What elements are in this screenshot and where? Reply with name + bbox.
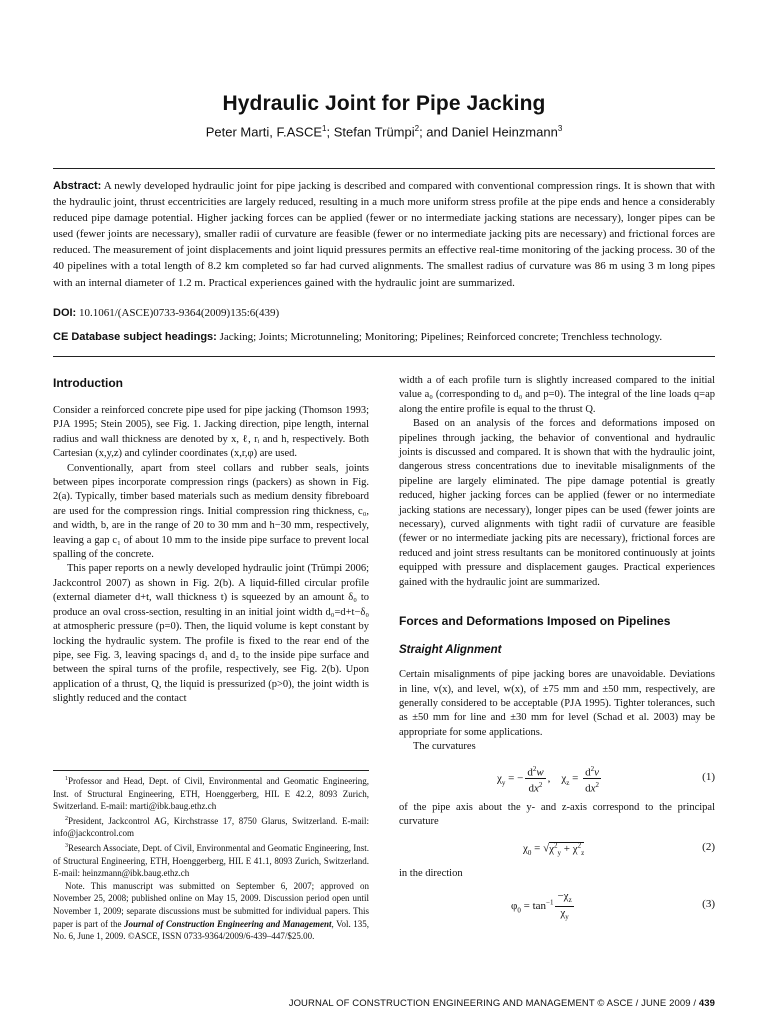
footnotes — [53, 770, 369, 943]
direction-text: in the direction — [399, 868, 463, 880]
subject-headings-label: CE Database subject headings: — [53, 331, 217, 343]
equation-2 — [399, 837, 715, 859]
intro-paragraph-4: Based on an analysis of the forces and deformations imposed on pipelines through jacking, the behavior of conventional and hydraulic joints is discussed and compared. It is shown that with the hydraulic joint, dangerous stress concentrations due to inevitable misalignments of the pipeline are largely eliminated. The pipe damage potential is greatly reduced, higher jacking forces can be applied (fewer or no intermediate jacking stations are necessary), longer pipes can be used (fewer joints are necessary), curved alignments with tight radii of curvature are feasible (fewer or no intermediate jacking pits are necessary), frictional forces are reduced and joint stress resultants can be monitored continuously at joints equipped with pressure and displacement gauges. Practical experiences gained with the hydraulic joint are summarized. — [399, 418, 715, 588]
page-number: 439 — [698, 998, 715, 1009]
equation-3 — [399, 890, 715, 920]
doi-line — [53, 307, 715, 319]
intro-paragraph-3: This paper reports on a newly developed hydraulic joint (Trümpi 2006; Jackcontrol 2007) as shown in Fig. 2(b). A liquid-filled circular profile (external diameter d+t, wall thickness t) is squeezed by an amount δ₀ to produce an oval cross-section, resulting in an initial joint width d₀=d+t−δ₀ at atmospheric pressure (p=0). Then, the liquid volume is kept constant by locking the hydraulic system. The profile is fixed to the rear end of the pipe, see Fig. 3, leaving spacings d₁ and d₂ to the inside pipe surface and between the spiral turns of the profile, respectively, see Fig. 2(b). Upon application of a thrust, Q, the liquid is pressurized (p>0), the joint width is slightly reduced and the contact — [53, 563, 369, 705]
submission-note — [53, 880, 369, 943]
author-3: ; and Daniel Heinzmann — [419, 124, 558, 140]
author-1: Peter Marti, F.ASCE — [205, 124, 323, 140]
footer-journal-info: JOURNAL OF CONSTRUCTION ENGINEERING AND MANAGEMENT © ASCE / JUNE 2009 / — [288, 998, 697, 1009]
paper-title: Hydraulic Joint for Pipe Jacking — [222, 92, 546, 115]
equation-3-number: (3) — [702, 897, 715, 910]
left-column — [53, 374, 369, 707]
abstract-bottom-divider — [53, 356, 715, 357]
doi-label: DOI: — [53, 307, 77, 319]
submission-note-text-b: , Vol. 135, No. 6, June 1, 2009. ©ASCE, ISSN 0733-9364/2009/6-439–447/$25.00. — [53, 918, 369, 942]
top-divider — [53, 168, 715, 169]
abstract-text: A newly developed hydraulic joint for pipe jacking is described and compared with conventional compression rings. It is shown that with the hydraulic joint, thrust eccentricities are largely reduced, resulting in a much more uniform stress profile at the pipe ends and hence a considerably reduced pipe damage potential. Higher jacking forces can be applied (fewer or no intermediate jacking stations are necessary), longer pipes can be used (fewer joints are necessary), smaller radii of curvature are feasible (fewer or no intermediate jacking pits are necessary) and frictional forces are reduced. The measurement of joint displacements and joint liquid pressures permits an effective real-time monitoring of the jacking process. 30 of the 40 pipelines with a total length of 8.2 km completed so far had curved alignments. The smallest radius of curvature was 86 m using 3 m long pipes with an internal diameter of 1.2 m. Practical experiences gained with the hydraulic joint are summarized. — [53, 180, 715, 289]
equation-1-expression: $\chi_y$ = − $\frac{d^2w}{dx^2}$ , $\chi_z$ = $\frac{d^2v}{dx^2}$ — [497, 764, 600, 795]
author-1-affiliation-mark: 1 — [322, 124, 327, 133]
author-list — [0, 124, 768, 139]
page-footer — [53, 998, 715, 1009]
straight-alignment-paragraph: Certain misalignments of pipe jacking bores are unavoidable. Deviations in line, v(x), and level, w(x), of ±75 mm and ±50 mm, respectively, are generally considered to be acceptable (PJA 1995). Tighter tolerances, such as ±50 mm for line and ±30 mm for level (Schad et al. 2003) may be appropriate for some applications. — [399, 669, 715, 738]
author-2: ; Stefan Trümpi — [326, 124, 415, 140]
principal-curvature-text: of the pipe axis about the y- and z-axis correspond to the principal curvature — [399, 801, 715, 827]
intro-continued-paragraph: width a of each profile turn is slightly increased compared to the initial value a₀ (corresponding to d₀ and p=0). The integral of the line loads q=ap along the entire profile is equal to the thrust Q. — [399, 375, 715, 415]
footnote-2-mark: 2 — [65, 815, 68, 822]
equation-3-expression: $\varphi_0 = \tan^{-1}$ $\frac{-\chi_z}{\chi_y}$ — [511, 889, 572, 922]
equation-2-expression: $\chi_0 = √\chi^2_y + \chi^2_z$ — [523, 841, 585, 858]
footnote-1 — [53, 773, 369, 813]
author-2-affiliation-mark: 2 — [414, 124, 420, 133]
forces-section-heading: Forces and Deformations Imposed on Pipelines — [399, 614, 671, 629]
journal-name: Journal of Construction Engineering and Management — [123, 918, 332, 929]
footnote-3-text: Research Associate, Dept. of Civil, Environmental and Geomatic Engineering, Inst. of Structural Engineering, ETH, Hoenggerberg, HIL E 41.1, 8093 Zurich, Switzerland. E-mail: heinzmann@ibk.baug.ethz.ch — [53, 842, 369, 879]
footnote-2-text: President, Jackcontrol AG, Kirchstrasse 17, 8750 Glarus, Switzerland. E-mail: info@jackcontrol.com — [53, 815, 369, 839]
right-column — [399, 374, 715, 928]
doi-value: 10.1061/(ASCE)0733-9364(2009)135:6(439) — [78, 307, 280, 319]
subject-headings-value: Jacking; Joints; Microtunneling; Monitoring; Pipelines; Reinforced concrete; Trenchless technology. — [219, 331, 663, 343]
footnote-2 — [53, 813, 369, 840]
equation-1 — [399, 763, 715, 793]
intro-paragraph-1: Consider a reinforced concrete pipe used for pipe jacking (Thomson 1993; PJA 1995; Stein 2005), see Fig. 1. Jacking direction, pipe length, internal radius and wall thickness are denoted by x, ℓ, rᵢ and h, respectively. Both Cartesian (x,y,z) and cylinder coordinates (x,r,φ) are used. — [53, 405, 369, 460]
introduction-heading: Introduction — [53, 376, 123, 390]
straight-alignment-heading: Straight Alignment — [399, 644, 502, 657]
abstract — [53, 178, 715, 291]
footnote-3 — [53, 840, 369, 880]
curvatures-intro: The curvatures — [413, 741, 476, 753]
author-3-affiliation-mark: 3 — [557, 124, 563, 133]
subject-headings — [53, 331, 715, 343]
footnote-1-mark: 1 — [65, 776, 68, 782]
intro-paragraph-2: Conventionally, apart from steel collars and rubber seals, joints between pipes incorporate compression rings (packers) as shown in Fig. 2(a). Typically, timber based materials such as medium density fibreboard are used for the compression rings. Initial compression ring thickness, c₀, and width, b, are in the range of 20 to 30 mm and h−30 mm, respectively, leaving a gap c₁ of about 10 mm to the inside pipe surface to prevent local spalling of the concrete. — [53, 462, 369, 561]
submission-note-text-a: Note. This manuscript was submitted on September 6, 2007; approved on November 25, 2008; published online on May 15, 2009. Discussion period open until November 1, 2009; separate discussions must be submitted for individual papers. This paper is part of the — [53, 880, 369, 929]
footnote-3-mark: 3 — [65, 842, 68, 849]
equation-2-number: (2) — [702, 841, 715, 854]
footnote-1-text: Professor and Head, Dept. of Civil, Environmental and Geomatic Engineering, Inst. of Structural Engineering, ETH, Hoenggerberg, HIL E 42.2, 8093 Zurich, Switzerland. E-mail: marti@ibk.baug.ethz.ch — [53, 776, 369, 812]
abstract-label: Abstract: — [53, 180, 102, 192]
equation-1-number: (1) — [702, 770, 715, 783]
